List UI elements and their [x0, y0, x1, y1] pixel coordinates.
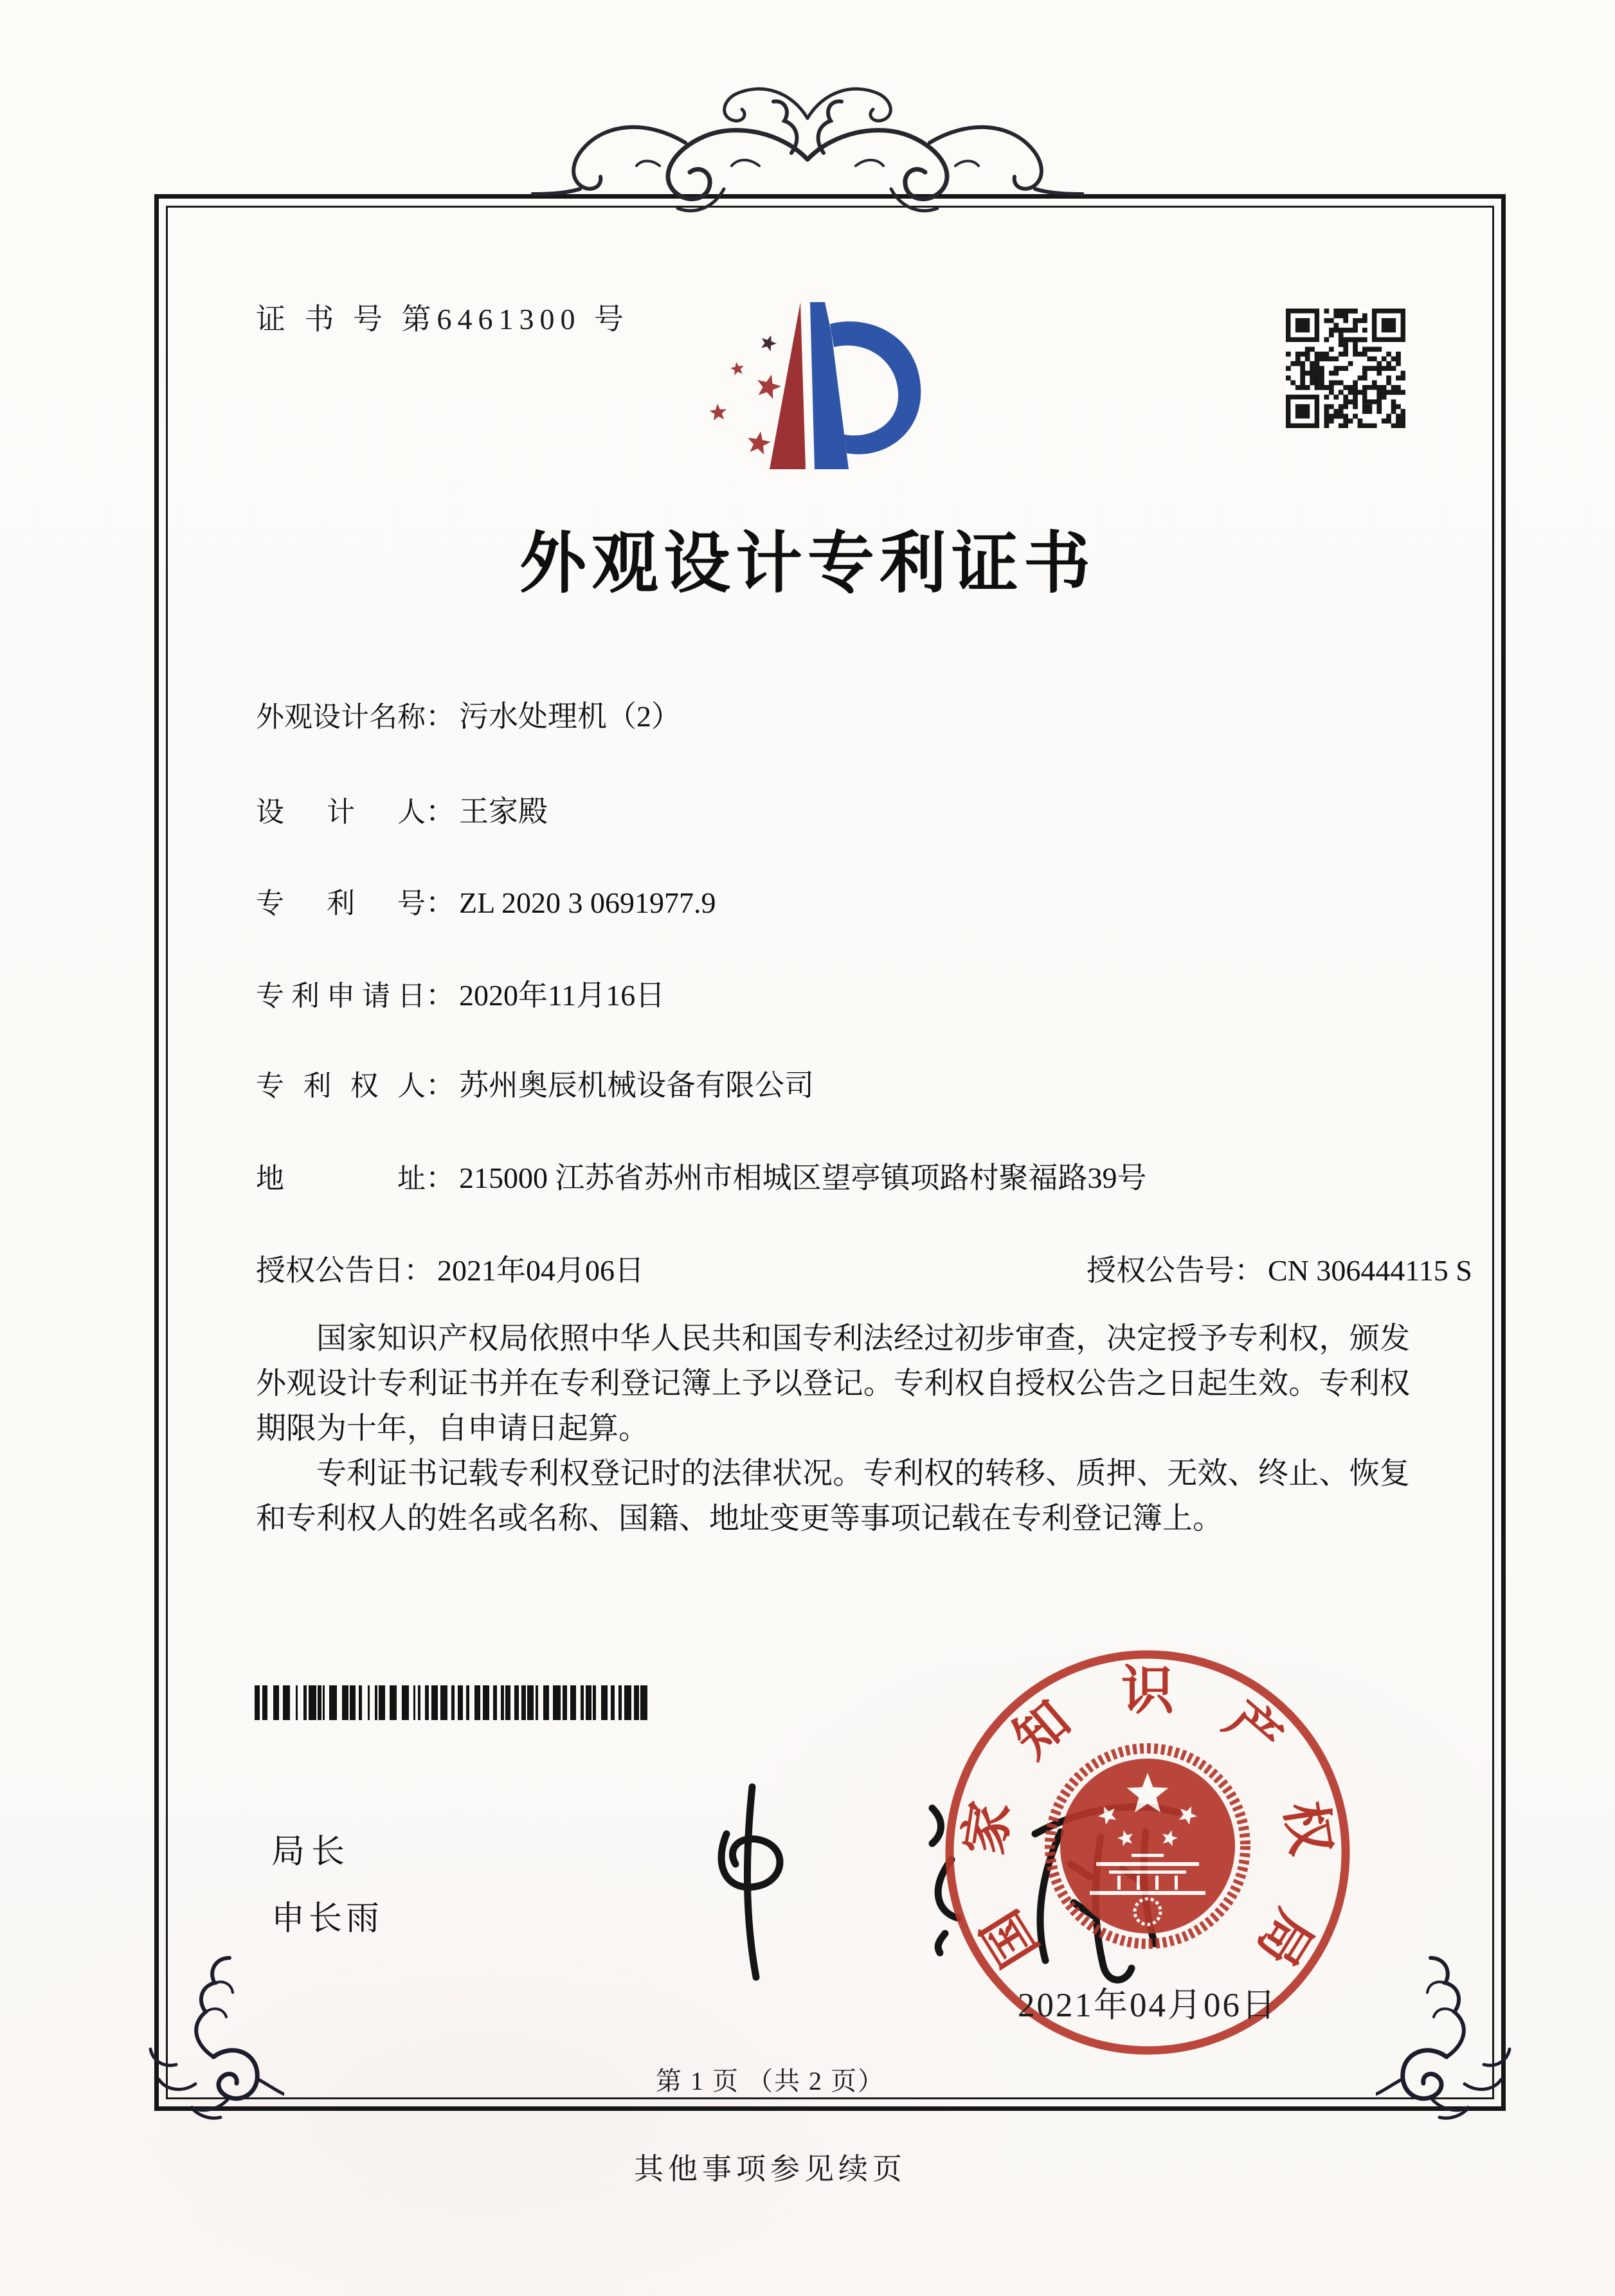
colon: ：: [1234, 1254, 1264, 1287]
colon: ：: [426, 1069, 455, 1102]
field-patent-number: [256, 879, 716, 922]
legal-text: [256, 1316, 1410, 1541]
seal-text-char: 家: [955, 1797, 1021, 1859]
seal-date: 2021年04月06日: [1018, 1987, 1277, 2024]
seal-text-char: 国: [971, 1900, 1049, 1977]
field-address: [256, 1154, 1147, 1197]
signer-name: 申长雨: [271, 1901, 384, 1937]
official-seal: [935, 1640, 1360, 2065]
logo-stars: [709, 336, 781, 454]
field-design-name: [256, 693, 681, 735]
field-label: 专利权人: [256, 1070, 426, 1102]
grant-date-value: 2021年04月06日: [437, 1254, 644, 1287]
field-value: 王家殿: [459, 795, 548, 828]
field-label: 专利申请日: [256, 980, 426, 1012]
seal-text-char: 产: [1214, 1690, 1292, 1770]
field-designer: [256, 788, 548, 830]
colon: ：: [426, 700, 455, 733]
legal-paragraph-2: 专利证书记载专利权登记时的法律状况。专利权的转移、质押、无效、终止、恢复和专利权人的姓名或名称、国籍、地址变更等事项记载在专利登记簿上。: [256, 1457, 1410, 1536]
field-value: 苏州奥辰机械设备有限公司: [459, 1069, 814, 1102]
field-application-date: [256, 972, 665, 1014]
field-patentee: [256, 1062, 814, 1104]
continuation-note: 其他事项参见续页: [634, 2153, 907, 2185]
signer-title: 局长: [271, 1834, 352, 1870]
field-value: 215000 江苏省苏州市相城区望亭镇项路村聚福路39号: [459, 1161, 1147, 1194]
qr-code: [1286, 309, 1405, 428]
colon: ：: [426, 979, 455, 1012]
field-value: 2020年11月16日: [459, 979, 665, 1012]
seal-text-char: 识: [1121, 1661, 1175, 1720]
colon: ：: [426, 886, 455, 919]
corner-flourish-icon: [1376, 1948, 1524, 2121]
colon: ：: [426, 1161, 455, 1194]
seal-text-char: 权: [1274, 1797, 1340, 1859]
legal-paragraph-1: 国家知识产权局依照中华人民共和国专利法经过初步审查，决定授予专利权，颁发外观设计专利证书并在专利登记簿上予以登记。专利权自授权公告之日起生效。专利权期限为十年，自申请日起算。: [256, 1322, 1410, 1446]
seal-text-char: 知: [1003, 1690, 1081, 1770]
field-label: 外观设计名称: [256, 701, 426, 733]
corner-flourish-icon: [136, 1948, 284, 2121]
field-label: 专利号: [256, 888, 426, 919]
grant-date-label: 授权公告日: [256, 1254, 404, 1287]
field-value: 污水处理机（2）: [459, 700, 681, 733]
field-value: ZL 2020 3 0691977.9: [459, 886, 716, 919]
grant-number: [1087, 1247, 1472, 1289]
colon: ：: [404, 1254, 433, 1287]
field-grant-row: [256, 1247, 1472, 1289]
grant-number-value: CN 306444115 S: [1268, 1254, 1472, 1287]
certificate-number: 证 书 号 第6461300 号: [256, 303, 629, 336]
page-title: 外观设计专利证书: [519, 527, 1096, 601]
field-label: 设计人: [256, 796, 426, 828]
colon: ：: [426, 795, 455, 828]
cnipa-logo: [704, 297, 926, 487]
seal-national-emblem: [1050, 1748, 1245, 1944]
grant-number-label: 授权公告号: [1087, 1254, 1234, 1287]
dragon-ornament-icon: [531, 57, 1084, 256]
page-indicator: 第 1 页 （共 2 页）: [656, 2067, 885, 2095]
barcode: [255, 1685, 656, 1720]
field-label: 地址: [256, 1163, 426, 1194]
seal-text-char: 局: [1246, 1900, 1324, 1977]
